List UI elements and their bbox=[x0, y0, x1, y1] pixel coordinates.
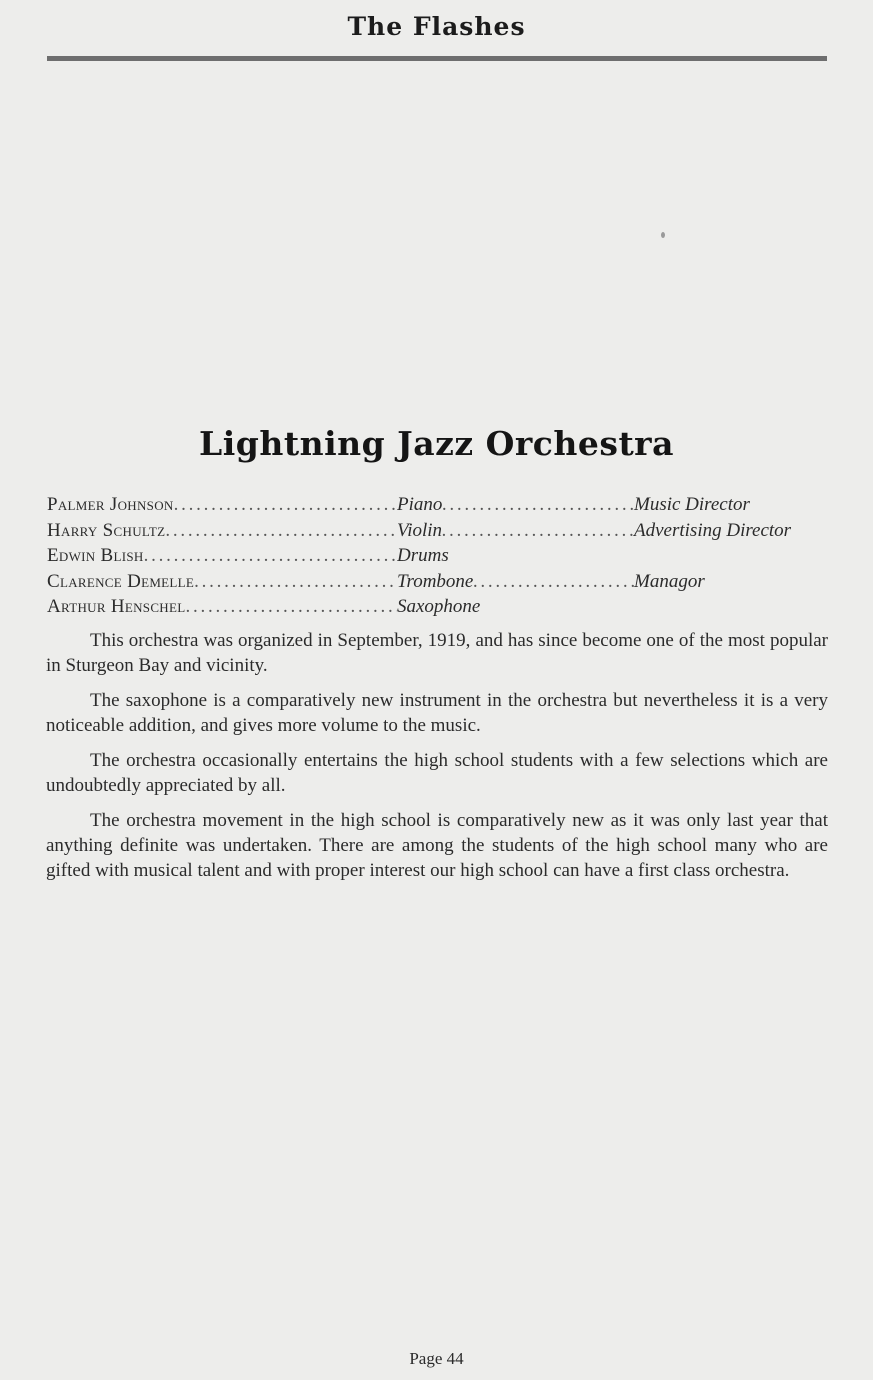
leader-dots bbox=[442, 518, 634, 544]
leader-dots bbox=[174, 492, 397, 518]
article-paragraph: The saxophone is a comparatively new instrument in the orchestra but nevertheless it is a very noticeable addition, and gives more volume to the music. bbox=[46, 690, 828, 736]
paper-speck bbox=[661, 232, 665, 238]
leader-dots bbox=[144, 543, 397, 569]
article-paragraph: This orchestra was organized in September, 1919, and has since become one of the most popular in Sturgeon Bay and vicinity. bbox=[46, 630, 828, 676]
member-instrument: Saxophone bbox=[397, 596, 481, 617]
member-instrument: Violin bbox=[397, 519, 443, 541]
leader-dots bbox=[442, 492, 634, 518]
leader-dots bbox=[194, 569, 397, 595]
member-name: Harry Schultz bbox=[47, 519, 166, 541]
member-instrument: Drums bbox=[397, 545, 449, 566]
roster-row bbox=[47, 543, 837, 569]
member-name: Palmer Johnson bbox=[47, 494, 174, 515]
section-title: Lightning Jazz Orchestra bbox=[199, 424, 674, 463]
leader-dots bbox=[185, 594, 397, 620]
member-instrument: Trombone bbox=[397, 570, 474, 592]
roster-row bbox=[47, 594, 837, 620]
member-name: Clarence Demelle bbox=[47, 570, 195, 592]
article-paragraph: The orchestra occasionally entertains the high school students with a few selections which are undoubtedly appreciated by all. bbox=[46, 750, 828, 796]
leader-dots bbox=[165, 518, 397, 544]
member-name: Arthur Henschel bbox=[47, 596, 186, 617]
roster-list bbox=[47, 492, 837, 620]
roster-row bbox=[47, 518, 837, 544]
member-role: Music Director bbox=[634, 494, 750, 515]
member-instrument: Piano bbox=[397, 494, 443, 515]
member-name: Edwin Blish bbox=[47, 545, 144, 566]
roster-row bbox=[47, 569, 837, 595]
article-paragraph: The orchestra movement in the high school is comparatively new as it was only last year that anything definite was undertaken. There are among the students of the high school many who are gifted with musical talent and with proper interest our high school can have a first class orchestra. bbox=[46, 810, 828, 881]
roster-row bbox=[47, 492, 837, 518]
header-rule bbox=[47, 56, 827, 61]
member-role: Managor bbox=[634, 570, 705, 592]
member-role: Advertising Director bbox=[634, 519, 792, 541]
leader-dots bbox=[473, 569, 634, 595]
article-body bbox=[46, 628, 828, 893]
page-number: Page 44 bbox=[409, 1349, 464, 1368]
running-header-title: The Flashes bbox=[347, 12, 526, 41]
